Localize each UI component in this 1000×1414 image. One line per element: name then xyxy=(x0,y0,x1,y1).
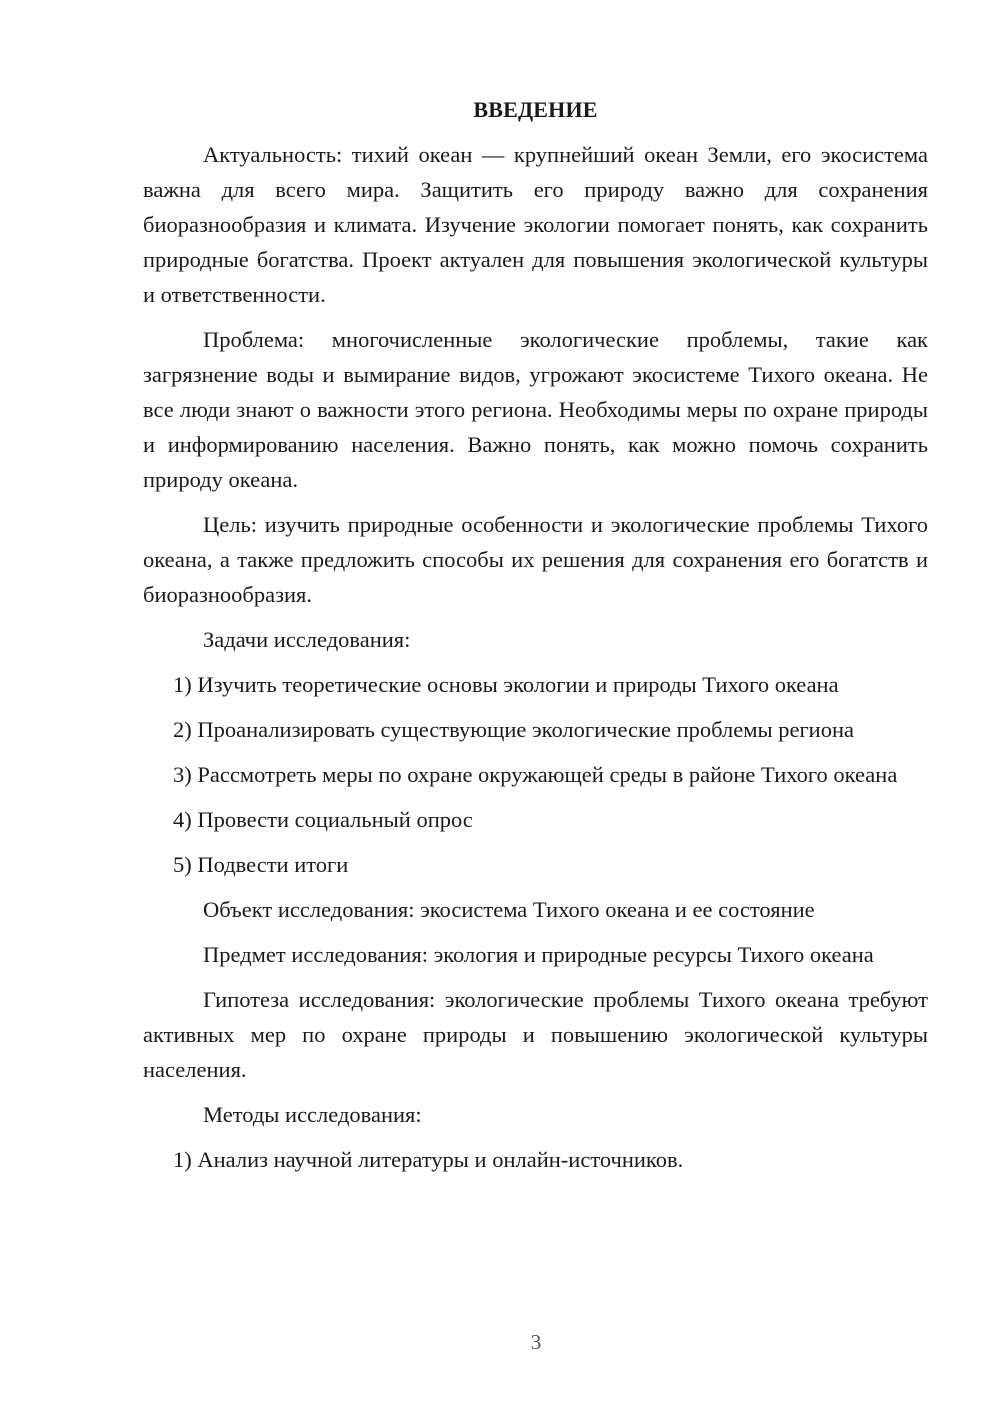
task-item: 5) Подвести итоги xyxy=(173,852,349,877)
goal-paragraph: Цель: изучить природные особенности и экологические проблемы Тихого океана, а также предложить способы их решения для сохранения его богатств и биоразнообразия. xyxy=(143,512,928,607)
task-item: 1) Изучить теоретические основы экологии и природы Тихого океана xyxy=(173,672,839,697)
subject-paragraph: Предмет исследования: экология и природные ресурсы Тихого океана xyxy=(203,942,874,967)
hypothesis-paragraph: Гипотеза исследования: экологические проблемы Тихого океана требуют активных мер по охране природы и повышению экологической культуры населения. xyxy=(143,987,928,1082)
object-paragraph: Объект исследования: экосистема Тихого океана и ее состояние xyxy=(203,897,815,922)
task-item: 3) Рассмотреть меры по охране окружающей среды в районе Тихого океана xyxy=(173,762,898,787)
methods-heading: Методы исследования: xyxy=(203,1102,422,1127)
task-item: 4) Провести социальный опрос xyxy=(173,807,473,832)
problem-paragraph: Проблема: многочисленные экологические проблемы, такие как загрязнение воды и вымирание видов, угрожают экосистеме Тихого океана. Не все люди знают о важности этого региона. Необходимы меры по охране природы и информированию населения. Важно понять, как можно помочь сохранить природу океана. xyxy=(143,327,928,492)
document-page xyxy=(143,92,928,1187)
section-title: ВВЕДЕНИЕ xyxy=(473,97,598,122)
task-item: 2) Проанализировать существующие экологические проблемы региона xyxy=(173,717,854,742)
method-item: 1) Анализ научной литературы и онлайн-источников. xyxy=(173,1147,684,1172)
relevance-paragraph: Актуальность: тихий океан — крупнейший океан Земли, его экосистема важна для всего мира. Защитить его природу важно для сохранения биоразнообразия и климата. Изучение экологии помогает понять, как сохранить природные богатства. Проект актуален для повышения экологической культуры и ответственности. xyxy=(143,142,928,307)
tasks-heading: Задачи исследования: xyxy=(203,627,411,652)
page-number: 3 xyxy=(530,1330,542,1354)
